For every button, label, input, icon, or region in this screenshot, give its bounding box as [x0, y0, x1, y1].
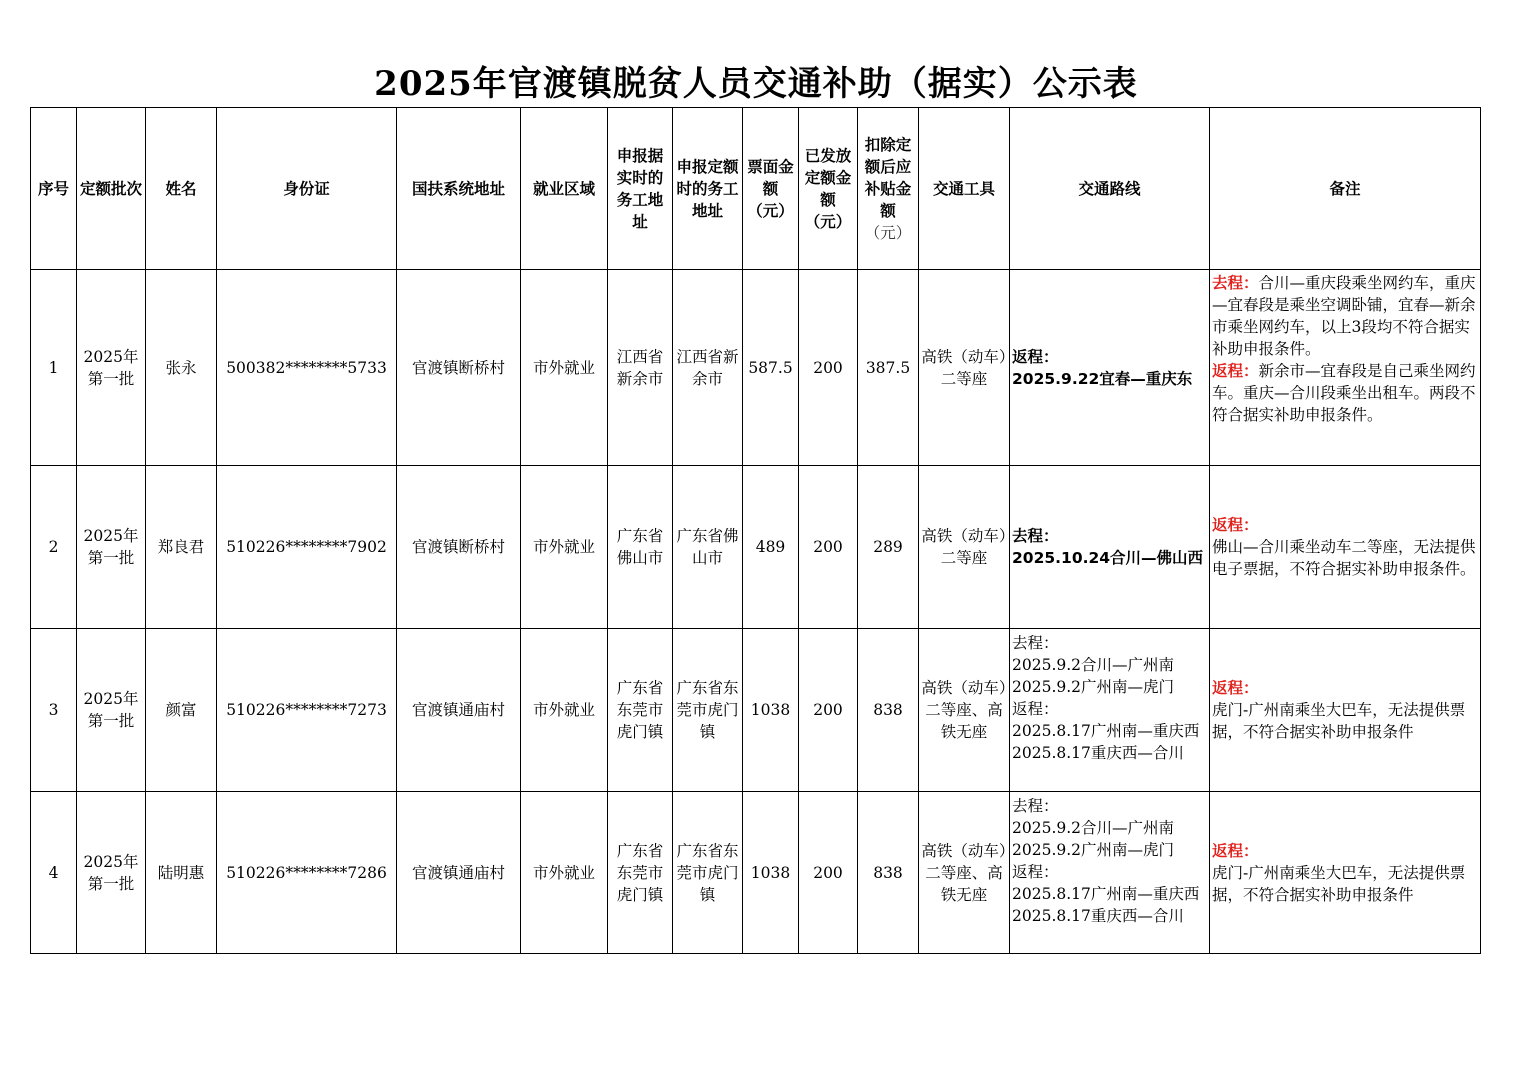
route-line: 返程： [1012, 863, 1059, 881]
note-back-label: 返程： [1212, 841, 1259, 860]
cell-note [1210, 792, 1481, 954]
cell-address: 官渡镇通庙村 [397, 792, 521, 954]
cell-work-addr-quota: 广东省东莞市虎门镇 [673, 629, 743, 792]
cell-transport: 高铁（动车）二等座、高铁无座 [919, 792, 1010, 954]
note-go-label: 去程： [1212, 274, 1259, 292]
table-row [31, 466, 1481, 629]
route-line: 2025.9.2合川—广州南 [1012, 656, 1175, 674]
cell-work-addr-quota: 江西省新余市 [673, 270, 743, 466]
cell-subsidy: 838 [858, 629, 919, 792]
cell-seq: 1 [31, 270, 77, 466]
cell-batch: 2025年第一批 [77, 270, 146, 466]
cell-route [1010, 270, 1210, 466]
cell-name: 张永 [146, 270, 217, 466]
header-subsidy [858, 108, 919, 270]
note-back-text: 新余市—宜春段是自己乘坐网约车。重庆—合川段乘坐出租车。两段不符合据实补助申报条件。 [1212, 362, 1476, 424]
cell-area: 市外就业 [521, 629, 608, 792]
header-area: 就业区域 [521, 108, 608, 270]
table-row [31, 270, 1481, 466]
header-work-addr-actual: 申报据实时的务工地址 [608, 108, 673, 270]
cell-seq: 4 [31, 792, 77, 954]
route-line: 2025.8.17广州南—重庆西 [1012, 722, 1200, 740]
route-line: 2025.10.24合川—佛山西 [1012, 549, 1204, 567]
cell-route [1010, 792, 1210, 954]
cell-transport: 高铁（动车）二等座、高铁无座 [919, 629, 1010, 792]
cell-route [1010, 466, 1210, 629]
cell-transport: 高铁（动车）二等座 [919, 270, 1010, 466]
cell-address: 官渡镇断桥村 [397, 270, 521, 466]
note-content [1212, 270, 1478, 464]
cell-subsidy: 289 [858, 466, 919, 629]
header-route: 交通路线 [1010, 108, 1210, 270]
cell-work-addr-actual: 广东省东莞市虎门镇 [608, 629, 673, 792]
cell-address: 官渡镇断桥村 [397, 466, 521, 629]
route-label: 去程： [1012, 527, 1059, 545]
header-address: 国扶系统地址 [397, 108, 521, 270]
note-back-text: 虎门-广州南乘坐大巴车，无法提供票据，不符合据实补助申报条件 [1212, 863, 1466, 904]
header-subsidy-unit: （元） [864, 223, 912, 242]
cell-area: 市外就业 [521, 466, 608, 629]
cell-name: 颜富 [146, 629, 217, 792]
cell-work-addr-actual: 广东省佛山市 [608, 466, 673, 629]
cell-batch: 2025年第一批 [77, 629, 146, 792]
cell-address: 官渡镇通庙村 [397, 629, 521, 792]
cell-area: 市外就业 [521, 270, 608, 466]
route-line: 去程： [1012, 797, 1059, 815]
route-content [1012, 632, 1207, 788]
cell-work-addr-quota: 广东省佛山市 [673, 466, 743, 629]
note-back-label: 返程： [1212, 679, 1259, 697]
cell-name: 陆明惠 [146, 792, 217, 954]
cell-seq: 2 [31, 466, 77, 629]
cell-route [1010, 629, 1210, 792]
cell-ticket: 489 [743, 466, 799, 629]
header-subsidy-label: 扣除定额后应补贴金额 [864, 134, 912, 220]
route-line: 2025.8.17广州南—重庆西 [1012, 885, 1200, 903]
note-back-text: 佛山—合川乘坐动车二等座，无法提供电子票据，不符合据实补助申报条件。 [1212, 538, 1476, 578]
cell-seq: 3 [31, 629, 77, 792]
table-row [31, 629, 1481, 792]
cell-subsidy: 387.5 [858, 270, 919, 466]
cell-transport: 高铁（动车）二等座 [919, 466, 1010, 629]
header-work-addr-quota: 申报定额时的务工地址 [673, 108, 743, 270]
cell-note [1210, 466, 1481, 629]
cell-name: 郑良君 [146, 466, 217, 629]
page-title: 2025年官渡镇脱贫人员交通补助（据实）公示表 [374, 64, 1138, 104]
cell-batch: 2025年第一批 [77, 792, 146, 954]
cell-id: 510226********7273 [217, 629, 397, 792]
route-line: 2025.9.2广州南—虎门 [1012, 841, 1175, 859]
header-paid: 已发放定额金额（元） [799, 108, 858, 270]
header-batch: 定额批次 [77, 108, 146, 270]
cell-ticket: 587.5 [743, 270, 799, 466]
note-back-label: 返程： [1212, 516, 1259, 534]
cell-ticket: 1038 [743, 792, 799, 954]
header-ticket: 票面金额（元） [743, 108, 799, 270]
cell-paid: 200 [799, 466, 858, 629]
route-label: 返程： [1012, 347, 1059, 366]
cell-batch: 2025年第一批 [77, 466, 146, 629]
cell-work-addr-actual: 广东省东莞市虎门镇 [608, 792, 673, 954]
cell-id: 510226********7286 [217, 792, 397, 954]
route-line: 2025.9.2合川—广州南 [1012, 819, 1175, 837]
cell-note [1210, 270, 1481, 466]
header-id: 身份证 [217, 108, 397, 270]
note-back-label: 返程： [1212, 362, 1259, 380]
route-line: 2025.8.17重庆西—合川 [1012, 744, 1184, 762]
route-line: 2025.9.2广州南—虎门 [1012, 678, 1175, 696]
table-row [31, 792, 1481, 954]
subsidy-table [30, 107, 1481, 954]
route-line: 返程： [1012, 700, 1059, 718]
header-name: 姓名 [146, 108, 217, 270]
cell-work-addr-quota: 广东省东莞市虎门镇 [673, 792, 743, 954]
note-back-text: 虎门-广州南乘坐大巴车，无法提供票据，不符合据实补助申报条件 [1212, 701, 1466, 741]
cell-work-addr-actual: 江西省新余市 [608, 270, 673, 466]
cell-subsidy: 838 [858, 792, 919, 954]
cell-id: 500382********5733 [217, 270, 397, 466]
cell-paid: 200 [799, 270, 858, 466]
cell-paid: 200 [799, 629, 858, 792]
route-line: 2025.8.17重庆西—合川 [1012, 907, 1184, 925]
cell-ticket: 1038 [743, 629, 799, 792]
header-note: 备注 [1210, 108, 1481, 270]
route-line: 去程： [1012, 634, 1059, 652]
cell-paid: 200 [799, 792, 858, 954]
cell-note [1210, 629, 1481, 792]
route-content [1012, 795, 1207, 951]
header-row [31, 108, 1481, 270]
cell-area: 市外就业 [521, 792, 608, 954]
route-line: 2025.9.22宜春—重庆东 [1012, 369, 1193, 388]
note-go-text: 合川—重庆段乘坐网约车，重庆—宜春段是乘坐空调卧铺，宜春—新余市乘坐网约车，以上3段均不符合据实补助申报条件。 [1212, 274, 1476, 358]
header-transport: 交通工具 [919, 108, 1010, 270]
header-seq: 序号 [31, 108, 77, 270]
cell-id: 510226********7902 [217, 466, 397, 629]
